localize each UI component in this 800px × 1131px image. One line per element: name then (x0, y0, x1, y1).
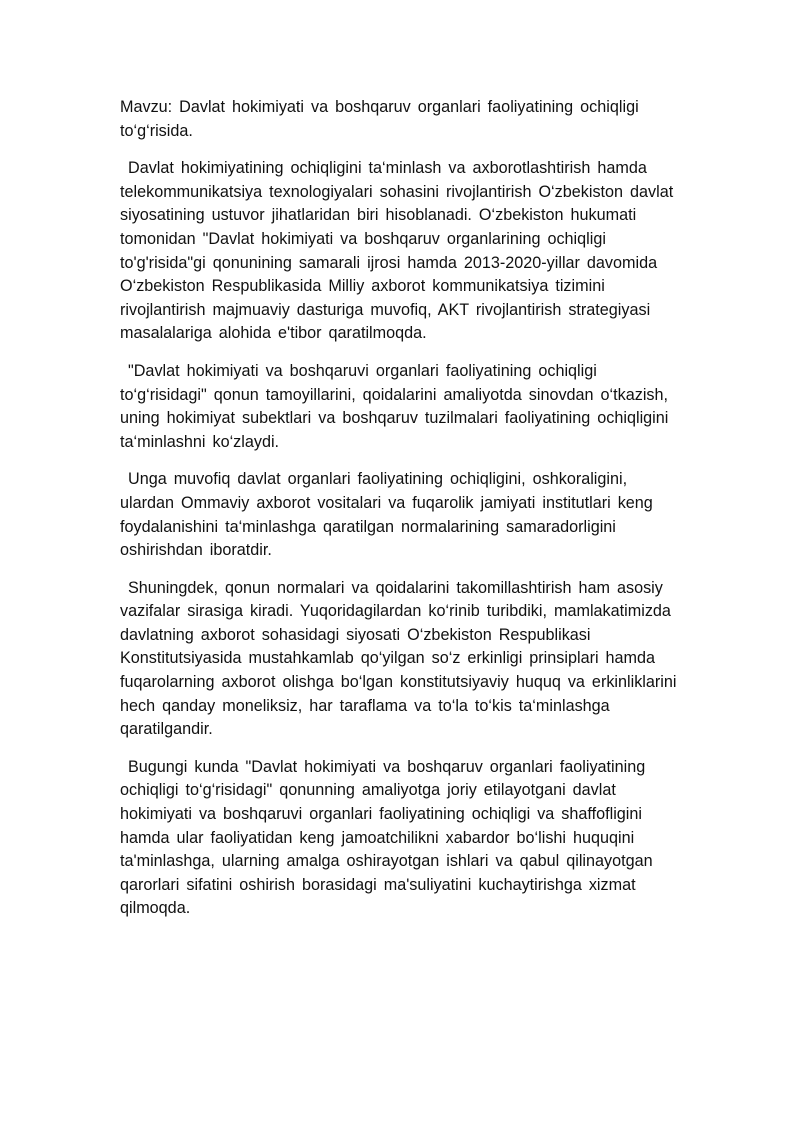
document-page (120, 96, 680, 935)
paragraph-1: Davlat hokimiyatining ochiqligini ta‘minlash va axborotlashtirish hamda telekommunikatsiya texnologiyalari sohasini rivojlantirish O‘zbekiston davlat siyosatining ustuvor jihatlaridan biri hisoblanadi. O‘zbekiston hukumati tomonidan "Davlat hokimiyati va boshqaruv organlarining ochiqligi to'g'risida"gi qonunining samarali ijrosi hamda 2013-2020-yillar davomida O‘zbekiston Respublikasida Milliy axborot kommunikatsiya tizimini rivojlantirish majmuaviy dasturiga muvofiq, AKT rivojlantirish strategiyasi masalalariga alohida e'tibor qaratilmoqda. (120, 159, 674, 343)
document-title: Mavzu: Davlat hokimiyati va boshqaruv organlari faoliyatining ochiqligi to‘g‘risida. (120, 98, 639, 140)
paragraph-4: Shuningdek, qonun normalari va qoidalarini takomillashtirish ham asosiy vazifalar sirasiga kiradi. Yuqoridagilardan ko‘rinib turibdiki, mamlakatimizda davlatning axborot sohasidagi siyosati O‘zbekiston Respublikasi Konstitutsiyasida mustahkamlab qo‘yilgan so‘z erkinligi prinsiplari hamda fuqarolarning axborot olishga bo‘lgan konstitutsiyaviy huquq va erkinliklarini hech qanday moneliksiz, har taraflama va to‘la to‘kis ta‘minlashga qaratilgandir. (120, 578, 677, 739)
paragraph-2: "Davlat hokimiyati va boshqaruvi organlari faoliyatining ochiqligi to‘g‘risidagi" qonun tamoyillarini, qoidalarini amaliyotda sinovdan o‘tkazish, uning hokimiyat subektlari va boshqaruv tuzilmalari faoliyatining ochiqligini ta‘minlashni ko‘zlaydi. (120, 361, 669, 451)
paragraph-3: Unga muvofiq davlat organlari faoliyatining ochiqligini, oshkoraligini, ulardan Ommaviy axborot vositalari va fuqarolik jamiyati institutlari keng foydalanishini ta‘minlashga qaratilgan normalarining samaradorligini oshirishdan iboratdir. (120, 470, 653, 560)
paragraph-5: Bugungi kunda "Davlat hokimiyati va boshqaruv organlari faoliyatining ochiqligi to‘g‘risidagi" qonunning amaliyotga joriy etilayotgani davlat hokimiyati va boshqaruvi organlari faoliyatining ochiqligi va shaffofligini hamda ular faoliyatidan keng jamoatchilikni xabardor bo‘lishi huquqini ta'minlashga, ularning amalga oshirayotgan ishlari va qabul qilinayotgan qarorlari sifatini oshirish borasidagi ma'suliyatini kuchaytirishga xizmat qilmoqda. (120, 757, 653, 918)
